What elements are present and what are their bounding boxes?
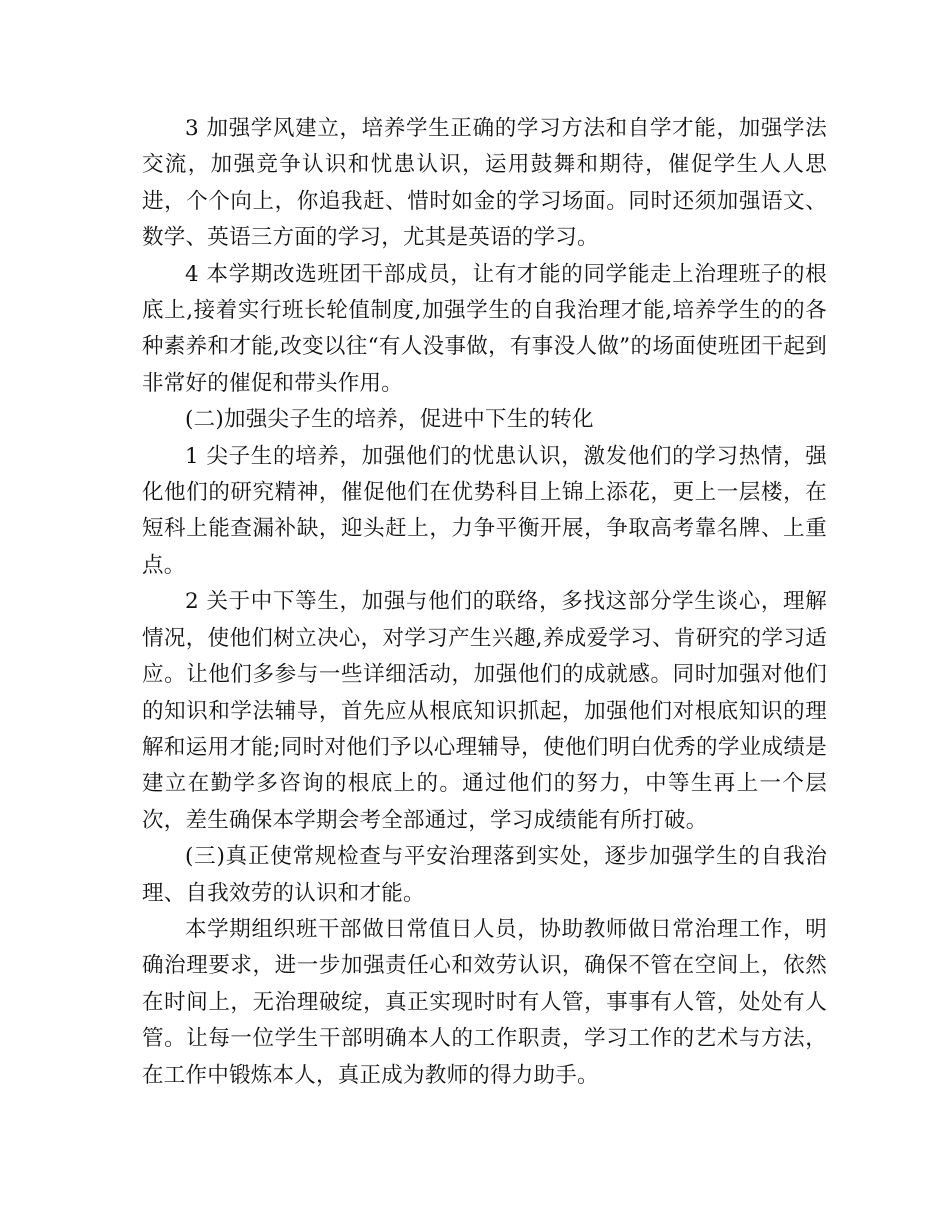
paragraph-middle-lower-students: 2 关于中下等生，加强与他们的联络，多找这部分学生谈心，理解情况，使他们树立决心，对学习产生兴趣,养成爱学习、肯研究的学习适应。让他们多参与一些详细活动，加强他们的成就感。同时加强对他们的知识和学法辅导，首先应从根底知识抓起，加强他们对根底知识的理解和运用才能;同时对他们予以心理辅导，使他们明白优秀的学业成绩是建立在勤学多咨询的根底上的。通过他们的努力，中等生再上一个层次，差生确保本学期会考全部通过，学习成绩能有所打破。 xyxy=(142,589,827,833)
paragraph-duty-cadres: 本学期组织班干部做日常值日人员，协助教师做日常治理工作，明确治理要求，进一步加强责任心和效劳认识，确保不管在空间上，依然在时间上，无治理破绽，真正实现时时有人管，事事有人管，处处有人管。让每一位学生干部明确本人的工作职责，学习工作的艺术与方法，在工作中锻炼本人，真正成为教师的得力助手。 xyxy=(142,916,827,1088)
document-body xyxy=(142,111,827,1094)
paragraph-top-students: 1 尖子生的培养，加强他们的忧患认识，激发他们的学习热情，强化他们的研究精神，催促他们在优势科目上锦上添花，更上一层楼，在短科上能查漏补缺，迎头赶上，力争平衡开展，争取高考靠名牌、上重点。 xyxy=(142,443,827,578)
paragraph-class-cadres: 4 本学期改选班团干部成员，让有才能的同学能走上治理班子的根底上,接着实行班长轮值制度,加强学生的自我治理才能,培养学生的的各种素养和才能,改变以往“有人没事做，有事没人做”的场面使班团干起到非常好的催促和带头作用。 xyxy=(142,261,827,396)
section-heading-three: (三)真正使常规检查与平安治理落到实处，逐步加强学生的自我治理、自我效劳的认识和才能。 xyxy=(142,844,827,906)
section-heading-two: (二)加强尖子生的培养，促进中下生的转化 xyxy=(185,407,594,433)
paragraph-study-style: 3 加强学风建立，培养学生正确的学习方法和自学才能，加强学法交流，加强竞争认识和忧患认识，运用鼓舞和期待，催促学生人人思进，个个向上，你追我赶、惜时如金的学习场面。同时还须加强语文、数学、英语三方面的学习，尤其是英语的学习。 xyxy=(142,116,827,251)
